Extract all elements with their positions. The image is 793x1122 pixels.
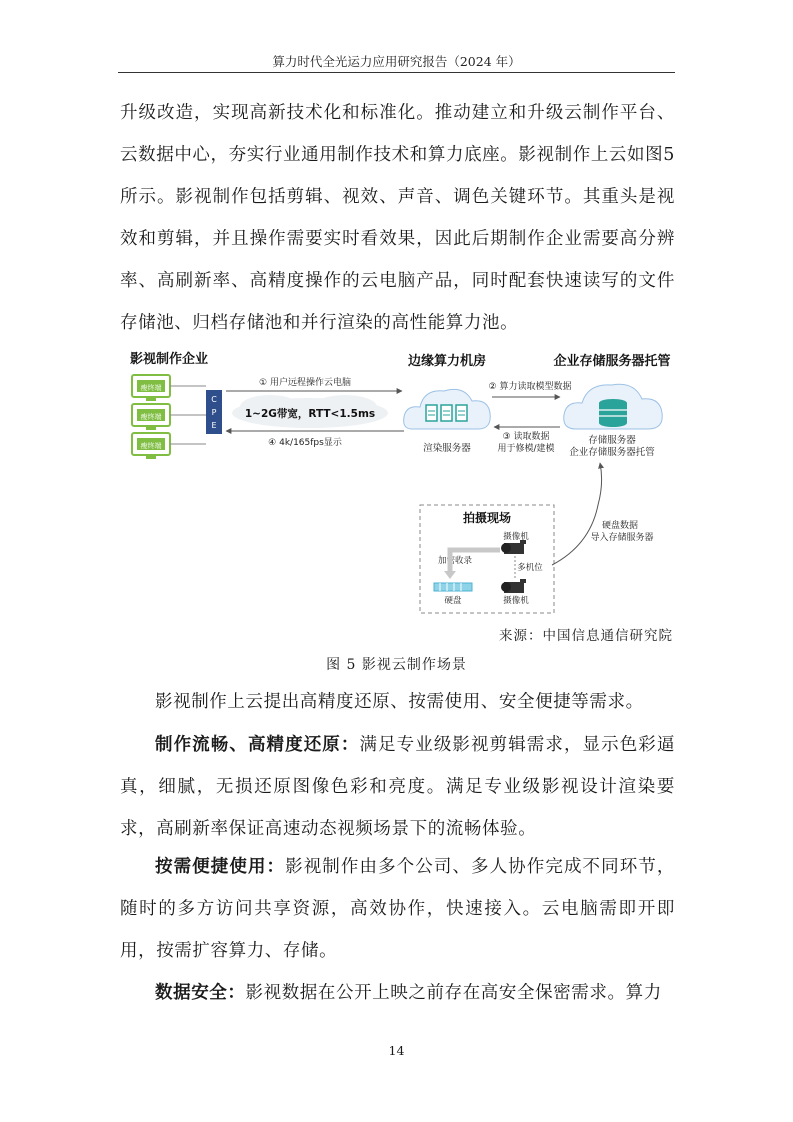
import-arrow xyxy=(552,463,602,565)
svg-text:P: P xyxy=(211,408,217,417)
storage-database-icon xyxy=(599,399,627,427)
step3-label-line1: ③ 读取数据 xyxy=(502,432,550,442)
step4-label: ④ 4k/165fps显示 xyxy=(268,438,342,448)
heading-smooth-precision: 制作流畅、高精度还原： xyxy=(155,735,360,755)
import-label-line1: 硬盘数据 xyxy=(601,521,639,531)
figure-cloud-production xyxy=(120,345,680,621)
paragraph-on-demand xyxy=(120,846,675,972)
thin-terminal-2 xyxy=(132,404,170,430)
svg-text:E: E xyxy=(211,421,217,430)
encrypt-label: 加密收录 xyxy=(437,556,473,566)
heading-on-demand: 按需便捷使用： xyxy=(155,857,286,877)
text-smooth-precision: 满足专业级影视剪辑需求，显示色彩逼真，细腻，无损还原图像色彩和亮度。满足专业级影视设计渲染要求，高刷新率保证高速动态视频场景下的流畅体验。 xyxy=(120,735,675,839)
camera-icon-2 xyxy=(501,579,526,593)
fig-title-enterprise: 影视制作企业 xyxy=(130,352,209,367)
camera-label-2: 摄像机 xyxy=(503,596,529,606)
hard-disk-icon xyxy=(434,583,472,591)
figure-source: 来源：中国信息通信研究院 xyxy=(499,628,673,644)
svg-text:C: C xyxy=(211,395,217,404)
thin-terminal-3 xyxy=(132,433,170,459)
paragraph-requirements: 影视制作上云提出高精度还原、按需使用、安全便捷等需求。 xyxy=(155,692,644,712)
render-server-label: 渲染服务器 xyxy=(423,443,471,454)
step3-label-line2: 用于修模/建模 xyxy=(497,444,555,454)
step1-label: ① 用户远程操作云电脑 xyxy=(259,378,351,388)
site-title: 拍摄现场 xyxy=(462,511,512,525)
fig-title-edge: 边缘算力机房 xyxy=(407,354,487,369)
camera-icon-1 xyxy=(501,540,526,554)
storage-label-line2: 企业存储服务器托管 xyxy=(569,447,655,458)
paragraph-smooth-precision xyxy=(120,724,675,850)
hard-disk-label: 硬盘 xyxy=(444,596,462,606)
heading-data-security: 数据安全： xyxy=(155,983,246,1003)
text-data-security: 影视数据在公开上映之前存在高安全保密需求。算力 xyxy=(245,983,662,1003)
cpe-device xyxy=(206,390,222,434)
import-label-line2: 导入存储服务器 xyxy=(590,533,654,543)
terminal-label-1: 瘦终端 xyxy=(140,384,162,392)
render-server-icon xyxy=(426,405,467,421)
figure-caption: 图 5 影视云制作场景 xyxy=(326,657,467,673)
bandwidth-label: 1~2G带宽，RTT<1.5ms xyxy=(244,408,376,420)
header-rule xyxy=(118,72,675,73)
camera-label-1: 摄像机 xyxy=(503,532,529,542)
running-header: 算力时代全光运力应用研究报告（2024 年） xyxy=(272,54,521,69)
paragraph-data-security xyxy=(120,972,675,1014)
multi-position-label: 多机位 xyxy=(517,563,543,573)
terminal-label-3: 瘦终端 xyxy=(140,442,162,450)
page-number: 14 xyxy=(388,1043,405,1058)
storage-label-line1: 存储服务器 xyxy=(588,435,636,446)
fig-title-storage: 企业存储服务器托管 xyxy=(553,354,671,369)
terminal-label-2: 瘦终端 xyxy=(140,413,162,421)
thin-terminal-1 xyxy=(132,375,170,401)
step2-label: ② 算力读取模型数据 xyxy=(488,382,572,392)
paragraph-intro: 升级改造，实现高新技术化和标准化。推动建立和升级云制作平台、云数据中心，夯实行业通用制作技术和算力底座。影视制作上云如图5 所示。影视制作包括剪辑、视效、声音、调色关键环节。其重头是视效和剪辑，并且操作需要实时看效果，因此后期制作企业需要高分辨率、高刷新率、高精度操作的云电脑产品，同时配套快速读写的文件存储池、归档存储池和并行渲染的高性能算力池。 xyxy=(120,103,675,333)
text-on-demand: 影视制作由多个公司、多人协作完成不同环节，随时的多方访问共享资源，高效协作，快速接入。云电脑需即开即用，按需扩容算力、存储。 xyxy=(120,857,675,961)
